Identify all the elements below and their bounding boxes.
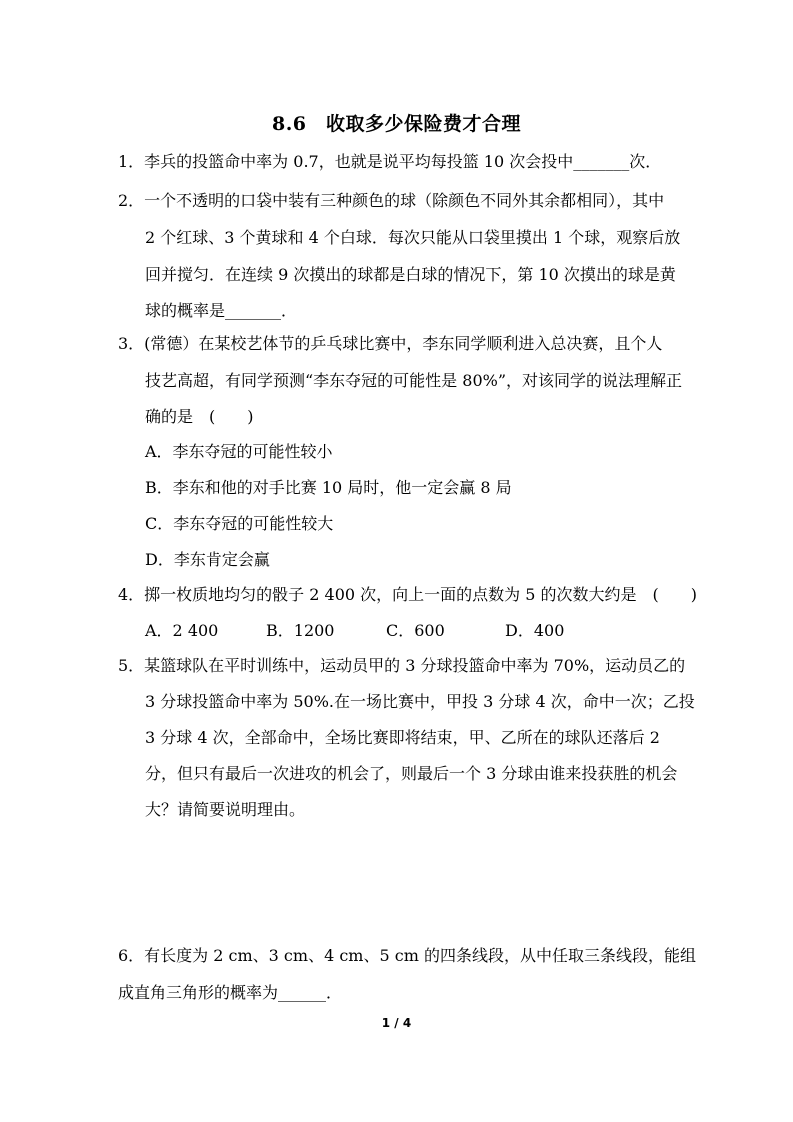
question-2-line-3: 回并搅匀．在连续 9 次摸出的球都是白球的情况下，第 10 次摸出的球是黄 (145, 265, 676, 284)
question-6-line-2: 成直角三角形的概率为______． (118, 983, 343, 1002)
question-4-option-d: D．400 (505, 621, 565, 640)
question-2-line-4: 球的概率是_______． (145, 301, 298, 320)
question-3-option-c: C．李东夺冠的可能性较大 (145, 514, 334, 533)
question-5-line-2: 3 分球投篮命中率为 50%.在一场比赛中，甲投 3 分球 4 次，命中一次；乙投 (145, 692, 695, 711)
question-4-option-b: B．1200 (266, 621, 335, 640)
page-number: 1 / 4 (381, 1016, 412, 1030)
question-3-option-d: D．李东肯定会赢 (145, 550, 270, 569)
question-2-line-2: 2 个红球、3 个黄球和 4 个白球．每次只能从口袋里摸出 1 个球，观察后放 (145, 228, 681, 247)
question-6-line-1: 6．有长度为 2 cm、3 cm、4 cm、5 cm 的四条线段，从中任取三条线段，能组 (118, 946, 696, 965)
question-4-option-c: C．600 (386, 621, 445, 640)
question-5-line-3: 3 分球 4 次，全部命中，全场比赛即将结束，甲、乙所在的球队还落后 2 (145, 728, 660, 747)
question-3-line-1: 3．(常德）在某校艺体节的乒乓球比赛中，李东同学顺利进入总决赛，且个人 (118, 334, 663, 353)
question-2-line-1: 2．一个不透明的口袋中装有三种颜色的球（除颜色不同外其余都相同），其中 (118, 191, 665, 210)
question-3-line-2: 技艺高超，有同学预测“李东夺冠的可能性是 80%”，对该同学的说法理解正 (145, 371, 683, 390)
question-3-option-b: B．李东和他的对手比赛 10 局时，他一定会赢 8 局 (145, 478, 512, 497)
question-1-line-1: 1．李兵的投篮命中率为 0.7，也就是说平均每投篮 10 次会投中_______次． (118, 152, 662, 171)
question-5-line-4: 分，但只有最后一次进攻的机会了，则最后一个 3 分球由谁来投获胜的机会 (145, 764, 678, 783)
question-5-line-1: 5．某篮球队在平时训练中，运动员甲的 3 分球投篮命中率为 70%，运动员乙的 (118, 656, 686, 675)
question-4-line-1: 4．掷一枚质地均匀的骰子 2 400 次，向上一面的点数为 5 的次数大约是 ( ) (118, 585, 697, 604)
question-3-line-3: 确的是 ( ) (145, 407, 254, 426)
page-title: 8.6 收取多少保险费才合理 (271, 113, 522, 135)
question-5-line-5: 大？请简要说明理由。 (145, 800, 306, 819)
question-4-option-a: A．2 400 (145, 621, 219, 640)
question-3-option-a: A．李东夺冠的可能性较小 (145, 442, 333, 461)
